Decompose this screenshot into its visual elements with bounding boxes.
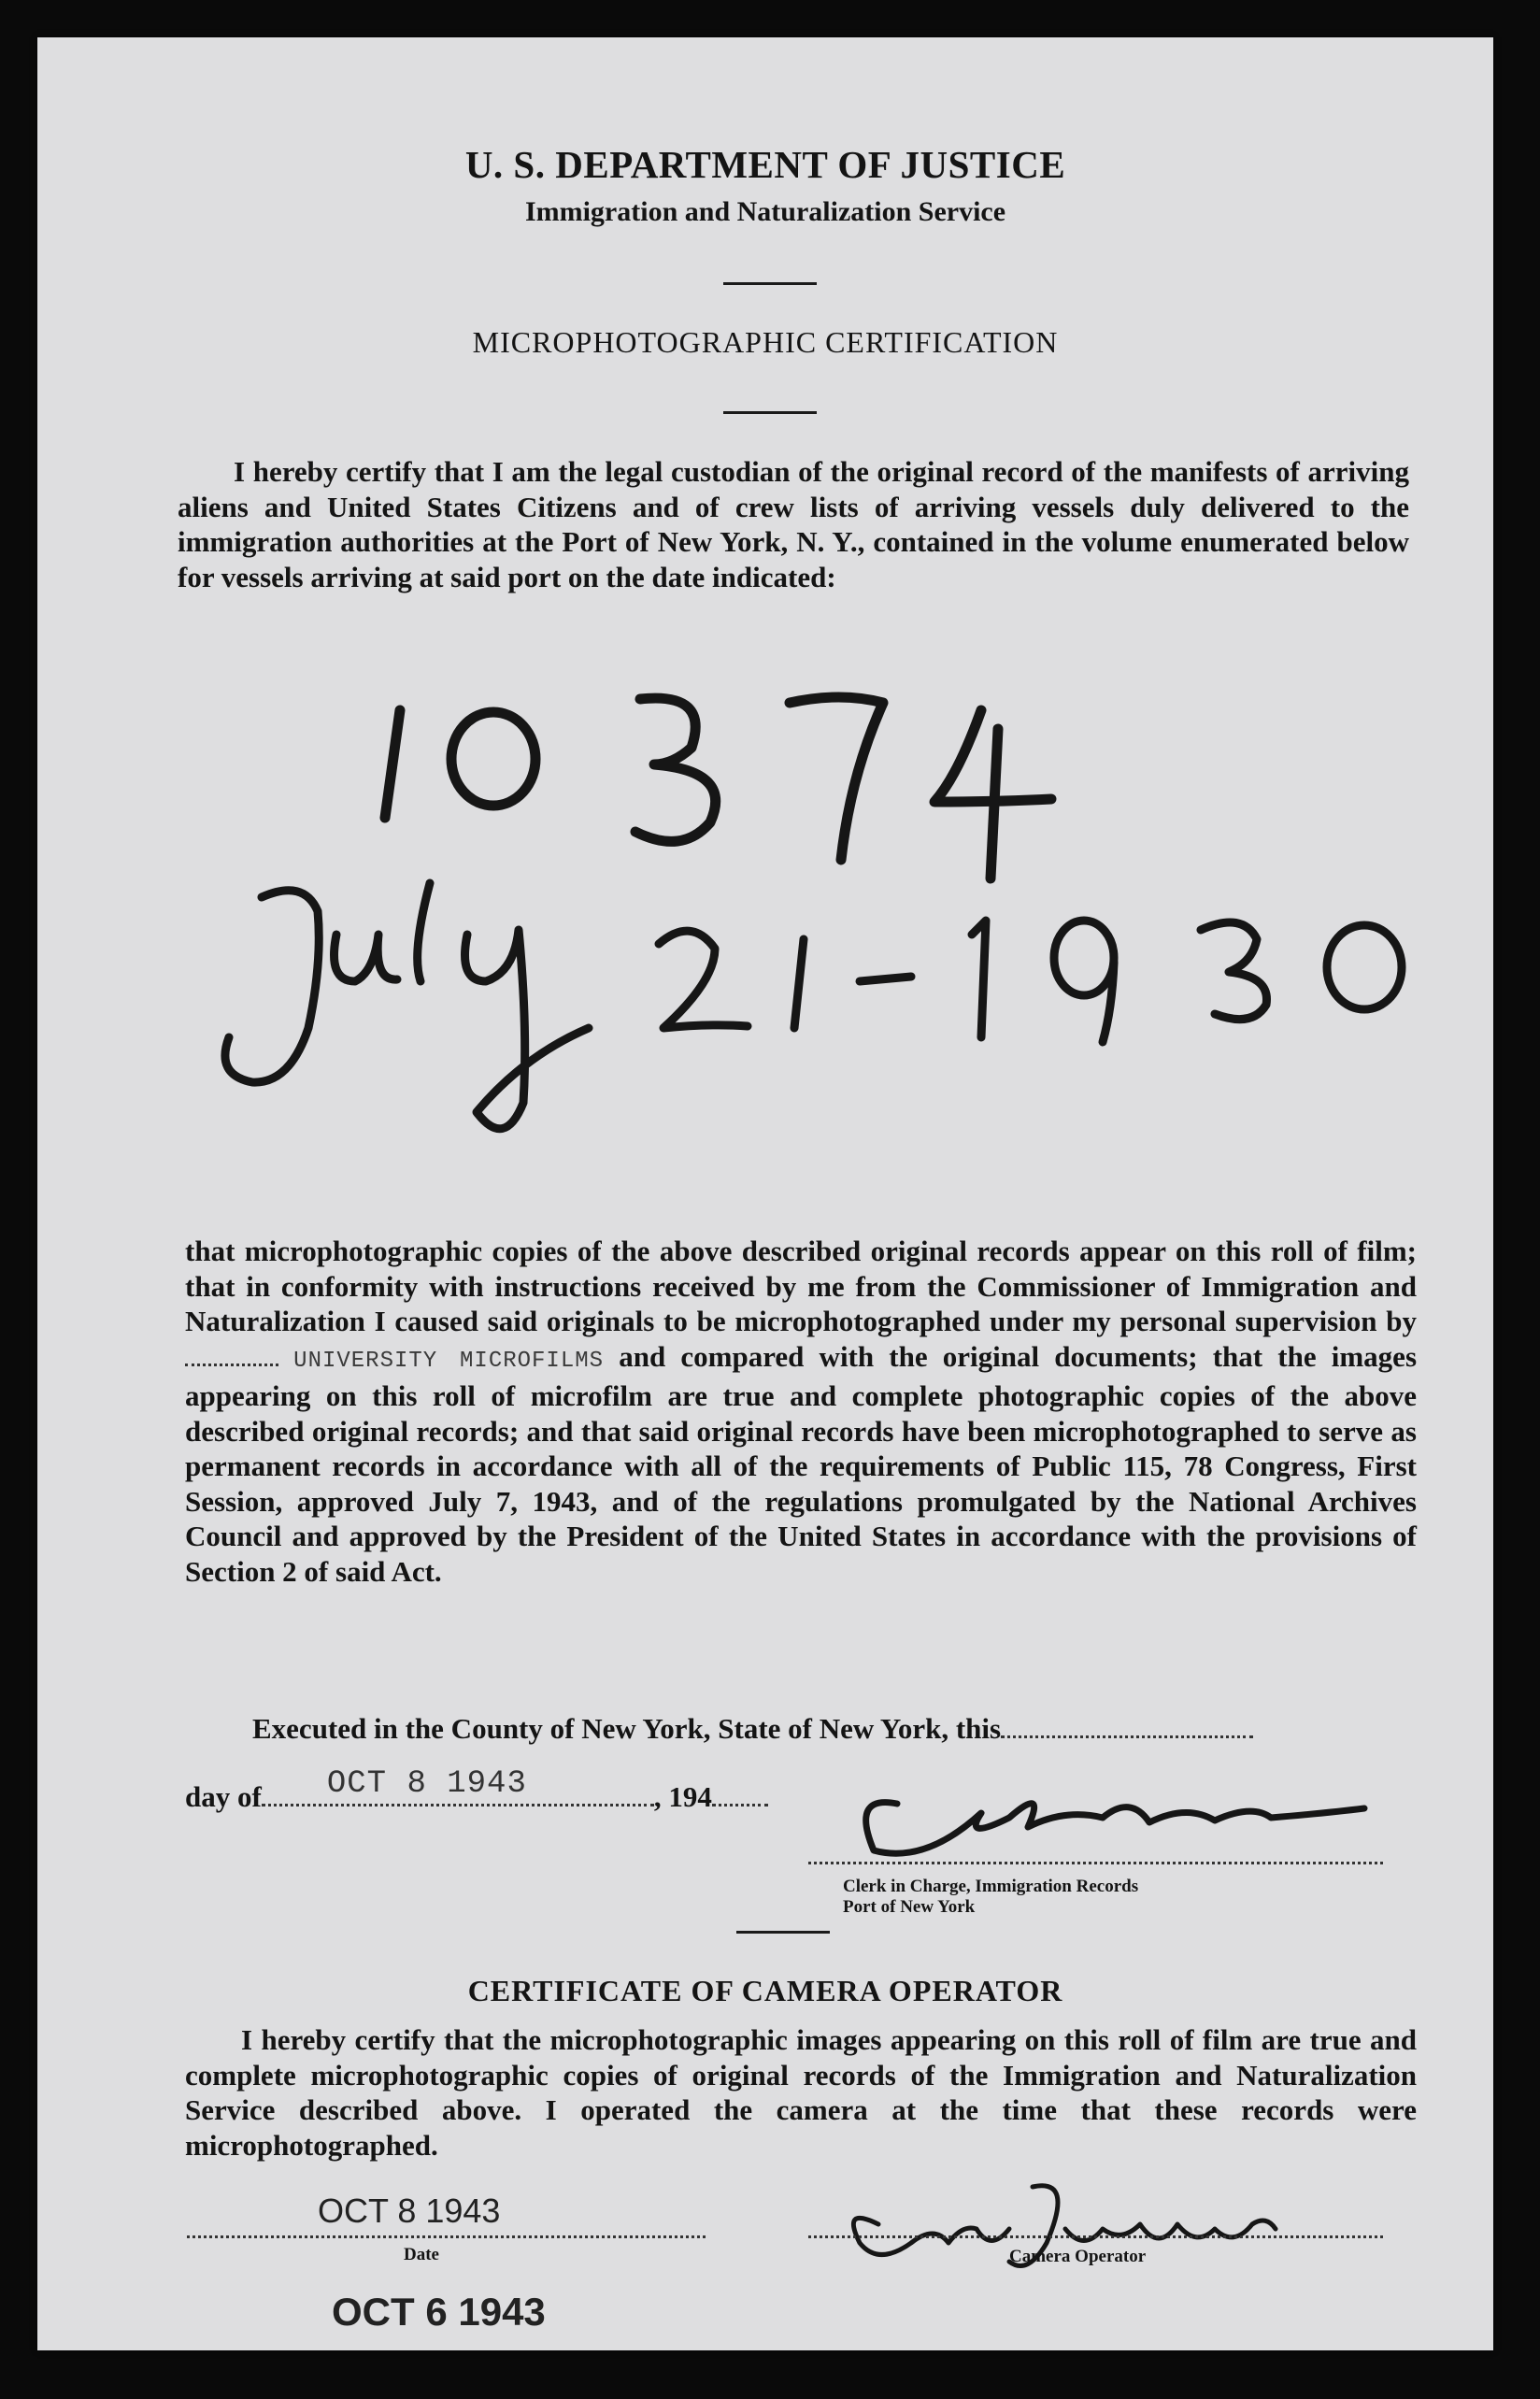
date-stamp: OCT 8 1943 xyxy=(318,2192,501,2230)
day-dotted-line xyxy=(262,1766,654,1806)
body-part-1: that microphotographic copies of the above described original records appear on this roll of film; that in conformity with instructions received by me from the Commissioner of Immigration and Naturalization I caused said originals to be microphotographed under my personal supervision by xyxy=(185,1235,1417,1337)
year-prefix: , 194 xyxy=(653,1780,712,1813)
intro-paragraph: I hereby certify that I am the legal custodian of the original record of the manifests of arriving aliens and United States Citizens and of crew lists of arriving vessels duly delivered to the immigration authorities at the Port of New York, N. Y., contained in the volume enumerated below for vessels arriving at said port on the date indicated: xyxy=(178,455,1409,593)
day-stamp: OCT 8 1943 xyxy=(326,1766,527,1802)
camera-certificate-title: CERTIFICATE OF CAMERA OPERATOR xyxy=(467,1974,1063,2007)
handwritten-date xyxy=(225,883,1402,1129)
operator-signature-line xyxy=(808,2235,1383,2238)
bottom-date-stamp: OCT 6 1943 xyxy=(332,2290,546,2334)
date-label: Date xyxy=(404,2245,439,2264)
supervisor-stamp: UNIVERSITY MICROFILMS xyxy=(293,1348,605,1374)
date-dotted-line xyxy=(187,2235,706,2238)
clerk-title-line2: Port of New York xyxy=(843,1897,976,1917)
day-of-line xyxy=(185,1766,768,1814)
executed-dotted-line xyxy=(1001,1735,1253,1738)
year-dotted-line xyxy=(712,1804,768,1806)
executed-line xyxy=(252,1712,1253,1746)
divider xyxy=(736,1931,830,1934)
certification-body xyxy=(185,1234,1417,1589)
handwritten-volume-number xyxy=(385,697,1051,878)
clerk-signature-line xyxy=(808,1862,1383,1864)
day-of-label: day of xyxy=(185,1780,262,1813)
service-subheading: Immigration and Naturalization Service xyxy=(524,196,1006,227)
operator-label: Camera Operator xyxy=(1009,2247,1147,2266)
executed-text: Executed in the County of New York, State of New York, this xyxy=(252,1712,1002,1745)
department-heading: U. S. DEPARTMENT OF JUSTICE xyxy=(464,143,1066,186)
clerk-title-line1: Clerk in Charge, Immigration Records xyxy=(843,1877,1139,1896)
certification-title: MICROPHOTOGRAPHIC CERTIFICATION xyxy=(472,325,1059,359)
clerk-title xyxy=(843,1877,1138,1918)
divider xyxy=(723,282,817,285)
divider xyxy=(723,411,817,414)
certificate-page xyxy=(37,37,1493,2350)
body-part-2: and compared with the original documents; that the images appearing on this roll of microfilm are true and complete photographic copies of the above described original records; and that said original records have been microphotographed to serve as permanent records in accordance with all of the requirements of Public 115, 78 Congress, First Session, approved July 7, 1943, and of the regulations promulgated by the National Archives Council and approved by the President of the United States in accordance with the provisions of Section 2 of said Act. xyxy=(185,1339,1418,1588)
camera-certificate-text: I hereby certify that the microphotographic images appearing on this roll of film are true and complete microphotographic copies of original records of the Immigration and Naturalization Service described above. I operated the camera at the time that these records were microphotographed. xyxy=(185,2023,1417,2162)
supervisor-dotted-line xyxy=(185,1364,278,1366)
